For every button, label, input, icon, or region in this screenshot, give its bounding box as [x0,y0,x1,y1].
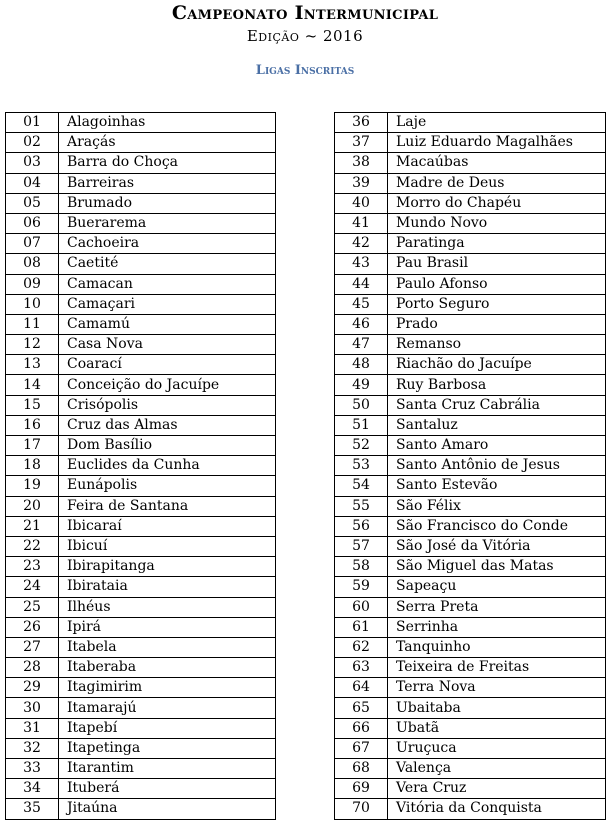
league-number: 61 [335,617,388,637]
table-row [335,436,606,456]
league-name: Conceição do Jacuípe [59,375,276,395]
table-row [335,415,606,435]
league-name: Ibirataia [59,577,276,597]
table-row [335,779,606,799]
league-number: 68 [335,759,388,779]
league-number: 38 [335,153,388,173]
table-row [335,254,606,274]
leagues-table-right [334,112,606,820]
table-row [6,738,276,758]
table-row [335,234,606,254]
league-number: 57 [335,536,388,556]
league-number: 24 [6,577,59,597]
table-row [6,678,276,698]
league-number: 50 [335,395,388,415]
league-number: 21 [6,516,59,536]
table-row [6,113,276,133]
league-number: 56 [335,516,388,536]
league-number: 13 [6,355,59,375]
table-row [335,395,606,415]
table-row [335,456,606,476]
league-name: Ilhéus [59,597,276,617]
league-number: 58 [335,557,388,577]
league-name: Brumado [59,193,276,213]
league-number: 34 [6,779,59,799]
league-number: 29 [6,678,59,698]
league-name: Casa Nova [59,335,276,355]
league-number: 03 [6,153,59,173]
league-name: Riachão do Jacuípe [388,355,606,375]
league-name: Buerarema [59,213,276,233]
table-row [335,617,606,637]
table-row [6,415,276,435]
league-number: 53 [335,456,388,476]
league-name: Ibicuí [59,536,276,556]
league-number: 17 [6,436,59,456]
table-row [6,193,276,213]
league-name: Serrinha [388,617,606,637]
table-row [335,799,606,819]
table-row [335,516,606,536]
league-number: 39 [335,173,388,193]
table-row [335,738,606,758]
league-name: Barreiras [59,173,276,193]
league-name: Santo Amaro [388,436,606,456]
league-number: 47 [335,335,388,355]
league-number: 27 [6,637,59,657]
document-title: Campeonato Intermunicipal [171,2,439,24]
table-row [6,759,276,779]
league-name: Pau Brasil [388,254,606,274]
league-name: Uruçuca [388,738,606,758]
league-name: Ubatã [388,718,606,738]
table-row [335,314,606,334]
league-name: Camacan [59,274,276,294]
league-name: Madre de Deus [388,173,606,193]
league-number: 46 [335,314,388,334]
league-number: 65 [335,698,388,718]
league-name: Santo Estevão [388,476,606,496]
league-number: 60 [335,597,388,617]
league-number: 18 [6,456,59,476]
league-number: 33 [6,759,59,779]
edition-label: Edição ~ 2016 [246,27,364,45]
league-number: 10 [6,294,59,314]
league-name: Barra do Choça [59,153,276,173]
table-row [335,274,606,294]
table-row [6,658,276,678]
league-number: 26 [6,617,59,637]
league-name: Itamarajú [59,698,276,718]
league-name: São Francisco do Conde [388,516,606,536]
league-name: Feira de Santana [59,496,276,516]
table-row [6,375,276,395]
table-row [6,274,276,294]
table-row [335,375,606,395]
table-row [6,234,276,254]
league-number: 02 [6,133,59,153]
league-name: Santaluz [388,415,606,435]
league-number: 20 [6,496,59,516]
league-name: Vera Cruz [388,779,606,799]
table-row [335,335,606,355]
league-number: 04 [6,173,59,193]
table-row [6,153,276,173]
league-number: 51 [335,415,388,435]
league-name: Ipirá [59,617,276,637]
table-row [6,597,276,617]
table-row [335,597,606,617]
league-number: 59 [335,577,388,597]
league-name: Eunápolis [59,476,276,496]
table-row [335,557,606,577]
league-number: 49 [335,375,388,395]
table-row [335,294,606,314]
league-number: 05 [6,193,59,213]
league-number: 40 [335,193,388,213]
league-name: Vitória da Conquista [388,799,606,819]
league-name: Paratinga [388,234,606,254]
league-number: 23 [6,557,59,577]
table-row [335,658,606,678]
league-name: Prado [388,314,606,334]
table-row [6,536,276,556]
league-number: 43 [335,254,388,274]
league-number: 01 [6,113,59,133]
league-number: 37 [335,133,388,153]
table-row [335,536,606,556]
league-name: Valença [388,759,606,779]
league-name: Paulo Afonso [388,274,606,294]
table-row [6,698,276,718]
table-row [6,335,276,355]
table-row [6,173,276,193]
table-row [6,577,276,597]
table-row [6,314,276,334]
league-number: 62 [335,637,388,657]
league-number: 55 [335,496,388,516]
league-name: Cachoeira [59,234,276,254]
league-number: 31 [6,718,59,738]
league-name: Itabela [59,637,276,657]
league-name: Itapebí [59,718,276,738]
league-number: 52 [335,436,388,456]
league-name: Morro do Chapéu [388,193,606,213]
league-number: 54 [335,476,388,496]
league-name: Luiz Eduardo Magalhães [388,133,606,153]
league-name: São Miguel das Matas [388,557,606,577]
table-row [6,254,276,274]
league-number: 63 [335,658,388,678]
league-name: Terra Nova [388,678,606,698]
league-number: 15 [6,395,59,415]
league-name: Ibirapitanga [59,557,276,577]
league-name: Ruy Barbosa [388,375,606,395]
league-number: 19 [6,476,59,496]
league-number: 22 [6,536,59,556]
table-row [6,799,276,819]
table-row [6,213,276,233]
league-number: 44 [335,274,388,294]
league-name: Porto Seguro [388,294,606,314]
league-name: Tanquinho [388,637,606,657]
table-row [6,718,276,738]
table-row [6,557,276,577]
league-number: 07 [6,234,59,254]
league-number: 25 [6,597,59,617]
table-row [6,476,276,496]
section-subtitle: Ligas Inscritas [255,63,355,78]
table-row [335,637,606,657]
table-row [6,395,276,415]
league-number: 28 [6,658,59,678]
league-name: Itaberaba [59,658,276,678]
league-name: Santo Antônio de Jesus [388,456,606,476]
league-number: 45 [335,294,388,314]
table-row [335,133,606,153]
table-row [335,113,606,133]
league-number: 41 [335,213,388,233]
table-row [6,496,276,516]
league-number: 67 [335,738,388,758]
league-number: 48 [335,355,388,375]
league-number: 16 [6,415,59,435]
league-number: 12 [6,335,59,355]
league-name: Itagimirim [59,678,276,698]
table-row [6,779,276,799]
table-row [6,516,276,536]
league-number: 66 [335,718,388,738]
league-name: Laje [388,113,606,133]
table-row [335,173,606,193]
league-number: 14 [6,375,59,395]
league-name: Itapetinga [59,738,276,758]
table-row [6,436,276,456]
league-name: Teixeira de Freitas [388,658,606,678]
league-name: Serra Preta [388,597,606,617]
league-name: Santa Cruz Cabrália [388,395,606,415]
league-name: Alagoinhas [59,113,276,133]
league-name: São Félix [388,496,606,516]
league-number: 06 [6,213,59,233]
league-name: São José da Vitória [388,536,606,556]
league-number: 09 [6,274,59,294]
table-row [6,355,276,375]
league-name: Crisópolis [59,395,276,415]
table-row [335,577,606,597]
table-row [335,698,606,718]
league-number: 64 [335,678,388,698]
table-row [335,476,606,496]
league-number: 11 [6,314,59,334]
league-name: Euclides da Cunha [59,456,276,476]
leagues-table-left [5,112,276,820]
league-name: Dom Basílio [59,436,276,456]
table-row [335,193,606,213]
table-row [335,759,606,779]
table-row [335,153,606,173]
league-number: 42 [335,234,388,254]
table-row [335,213,606,233]
league-name: Jitaúna [59,799,276,819]
league-name: Itarantim [59,759,276,779]
league-name: Ituberá [59,779,276,799]
league-name: Mundo Novo [388,213,606,233]
league-number: 36 [335,113,388,133]
league-name: Remanso [388,335,606,355]
league-name: Coarací [59,355,276,375]
table-row [6,133,276,153]
league-name: Ibicaraí [59,516,276,536]
league-number: 35 [6,799,59,819]
table-row [335,718,606,738]
league-name: Sapeaçu [388,577,606,597]
table-row [335,496,606,516]
league-name: Caetité [59,254,276,274]
league-number: 30 [6,698,59,718]
league-name: Camaçari [59,294,276,314]
league-name: Araçás [59,133,276,153]
table-row [6,637,276,657]
league-number: 70 [335,799,388,819]
league-number: 08 [6,254,59,274]
table-row [6,456,276,476]
league-name: Ubaitaba [388,698,606,718]
league-name: Camamú [59,314,276,334]
league-number: 32 [6,738,59,758]
table-row [6,294,276,314]
league-name: Macaúbas [388,153,606,173]
table-row [335,355,606,375]
table-row [6,617,276,637]
table-row [335,678,606,698]
league-number: 69 [335,779,388,799]
league-name: Cruz das Almas [59,415,276,435]
